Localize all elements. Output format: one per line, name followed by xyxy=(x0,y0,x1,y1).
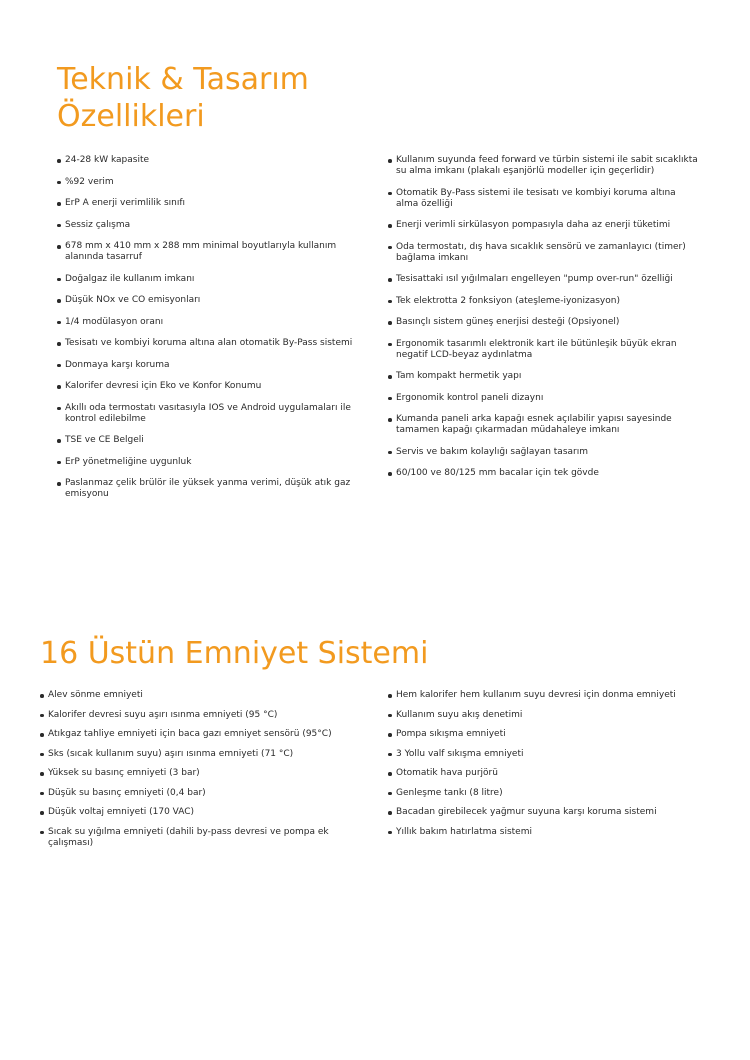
feature-list-left xyxy=(57,155,357,511)
list-item: Tek elektrotta 2 fonksiyon (ateşleme-iyonizasyon) xyxy=(388,296,700,307)
list-item: 24-28 kW kapasite xyxy=(57,155,357,166)
list-item: Servis ve bakım kolaylığı sağlayan tasarım xyxy=(388,447,700,458)
list-item: Yüksek su basınç emniyeti (3 bar) xyxy=(40,768,365,779)
list-item: 1/4 modülasyon oranı xyxy=(57,317,357,328)
list-item: Pompa sıkışma emniyeti xyxy=(388,729,700,740)
list-item: 678 mm x 410 mm x 288 mm minimal boyutlarıyla kullanım alanında tasarruf xyxy=(57,241,357,263)
list-item: Otomatik By-Pass sistemi ile tesisatı ve kombiyi koruma altına alma özelliği xyxy=(388,188,700,210)
list-item: 60/100 ve 80/125 mm bacalar için tek gövde xyxy=(388,468,700,479)
list-item: Atıkgaz tahliye emniyeti için baca gazı emniyet sensörü (95°C) xyxy=(40,729,365,740)
safety-list-left xyxy=(40,690,365,857)
list-item: Doğalgaz ile kullanım imkanı xyxy=(57,274,357,285)
safety-list-right xyxy=(388,690,700,846)
list-item: Tam kompakt hermetik yapı xyxy=(388,371,700,382)
list-item: Genleşme tankı (8 litre) xyxy=(388,788,700,799)
list-item: Tesisatı ve kombiyi koruma altına alan otomatik By-Pass sistemi xyxy=(57,338,357,349)
list-item: Kullanım suyunda feed forward ve türbin sistemi ile sabit sıcaklıkta su alma imkanı (plakalı eşanjörlü modeller için geçerlidir) xyxy=(388,155,700,177)
list-item: Kalorifer devresi için Eko ve Konfor Konumu xyxy=(57,381,357,392)
section-title-technical-features: Teknik & Tasarım Özellikleri xyxy=(57,62,309,134)
list-item: Paslanmaz çelik brülör ile yüksek yanma verimi, düşük atık gaz emisyonu xyxy=(57,478,357,500)
list-item: ErP yönetmeliğine uygunluk xyxy=(57,457,357,468)
list-item: Alev sönme emniyeti xyxy=(40,690,365,701)
list-item: Ergonomik kontrol paneli dizaynı xyxy=(388,393,700,404)
list-item: Tesisattaki ısıl yığılmaları engelleyen "pump over-run" özelliği xyxy=(388,274,700,285)
list-item: Düşük su basınç emniyeti (0,4 bar) xyxy=(40,788,365,799)
list-item: Sıcak su yığılma emniyeti (dahili by-pass devresi ve pompa ek çalışması) xyxy=(40,827,365,849)
list-item: Düşük NOx ve CO emisyonları xyxy=(57,295,357,306)
list-item: Basınçlı sistem güneş enerjisi desteği (Opsiyonel) xyxy=(388,317,700,328)
list-item: Ergonomik tasarımlı elektronik kart ile bütünleşik büyük ekran negatif LCD-beyaz aydınlatma xyxy=(388,339,700,361)
list-item: TSE ve CE Belgeli xyxy=(57,435,357,446)
feature-list-right xyxy=(388,155,700,490)
list-item: Yıllık bakım hatırlatma sistemi xyxy=(388,827,700,838)
list-item: Akıllı oda termostatı vasıtasıyla IOS ve Android uygulamaları ile kontrol edilebilme xyxy=(57,403,357,425)
list-item: Kumanda paneli arka kapağı esnek açılabilir yapısı sayesinde tamamen kapağı çıkarmadan müdahaleye imkanı xyxy=(388,414,700,436)
list-item: Otomatik hava purjörü xyxy=(388,768,700,779)
list-item: Donmaya karşı koruma xyxy=(57,360,357,371)
list-item: %92 verim xyxy=(57,177,357,188)
list-item: Enerji verimli sirkülasyon pompasıyla daha az enerji tüketimi xyxy=(388,220,700,231)
list-item: Bacadan girebilecek yağmur suyuna karşı koruma sistemi xyxy=(388,807,700,818)
list-item: 3 Yollu valf sıkışma emniyeti xyxy=(388,749,700,760)
list-item: Hem kalorifer hem kullanım suyu devresi için donma emniyeti xyxy=(388,690,700,701)
list-item: Kalorifer devresi suyu aşırı ısınma emniyeti (95 °C) xyxy=(40,710,365,721)
list-item: Kullanım suyu akış denetimi xyxy=(388,710,700,721)
list-item: Oda termostatı, dış hava sıcaklık sensörü ve zamanlayıcı (timer) bağlama imkanı xyxy=(388,242,700,264)
list-item: ErP A enerji verimlilik sınıfı xyxy=(57,198,357,209)
list-item: Sessiz çalışma xyxy=(57,220,357,231)
list-item: Sks (sıcak kullanım suyu) aşırı ısınma emniyeti (71 °C) xyxy=(40,749,365,760)
list-item: Düşük voltaj emniyeti (170 VAC) xyxy=(40,807,365,818)
section-title-safety-systems: 16 Üstün Emniyet Sistemi xyxy=(40,636,429,671)
